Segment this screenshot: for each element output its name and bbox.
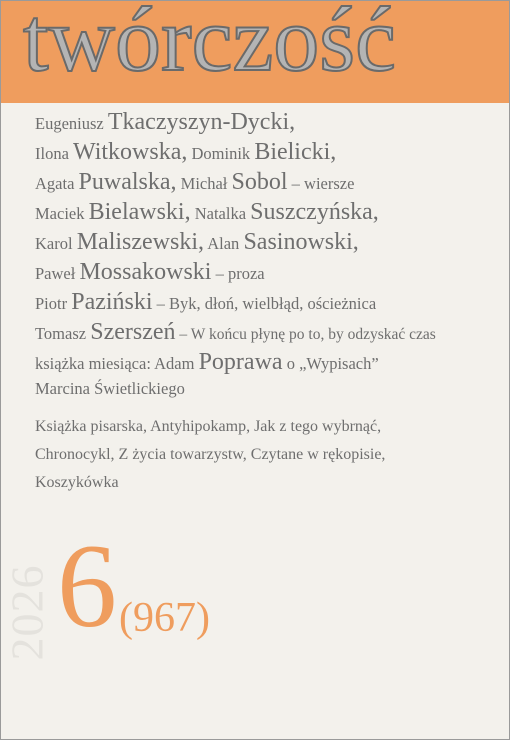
author-first-name: Michał	[176, 174, 232, 193]
issue-total-number: (967)	[119, 595, 210, 641]
toc-line	[35, 289, 500, 319]
toc-line	[35, 139, 500, 169]
issue-year-container	[0, 546, 59, 676]
author-last-name: Szerszeń	[90, 319, 176, 345]
author-last-name: Witkowska,	[73, 139, 188, 165]
toc-line	[35, 259, 500, 289]
author-first-name: Paweł	[35, 264, 80, 283]
toc-line	[35, 109, 500, 139]
author-first-name: Agata	[35, 174, 79, 193]
author-last-name: Bielawski,	[88, 199, 191, 225]
author-last-name: Mossakowski	[79, 259, 212, 285]
toc-line	[35, 169, 500, 199]
toc-line	[35, 229, 500, 259]
columns-list-line: Koszykówka	[35, 474, 119, 491]
issue-number: 6	[57, 519, 117, 652]
author-last-name: Paziński	[71, 289, 153, 315]
author-last-name: Poprawa	[198, 349, 283, 375]
author-first-name: Karol	[35, 234, 77, 253]
magazine-title: twórczość	[23, 0, 396, 90]
author-first-name: Alan	[204, 234, 244, 253]
toc-line	[35, 199, 500, 229]
author-first-name: Piotr	[35, 294, 72, 313]
work-title: o „Wypisach”	[282, 354, 379, 373]
section-label: książka miesiąca: Adam	[35, 354, 199, 373]
author-last-name: Sobol	[231, 169, 288, 195]
toc-line	[35, 319, 500, 349]
table-of-contents	[35, 109, 500, 497]
author-first-name: Natalka	[190, 204, 251, 223]
columns-list-line: Chronocykl, Z życia towarzystw, Czytane w rękopisie,	[35, 446, 386, 463]
author-last-name: Maliszewski,	[76, 229, 205, 255]
author-first-name: Maciek	[35, 204, 89, 223]
author-first-name: Ilona	[35, 144, 74, 163]
work-title: Marcina Świetlickiego	[35, 379, 185, 398]
author-last-name: Bielicki,	[254, 139, 337, 165]
author-last-name: Tkaczyszyn-Dycki,	[107, 109, 296, 135]
work-title: – W końcu płynę po to, by odzyskać czas	[175, 326, 436, 343]
author-first-name: Eugeniusz	[35, 114, 108, 133]
author-first-name: Dominik	[187, 144, 255, 163]
toc-line	[35, 349, 500, 379]
author-last-name: Sasinowski,	[243, 229, 359, 255]
issue-year: 2026	[1, 564, 53, 661]
author-last-name: Puwalska,	[78, 169, 177, 195]
author-last-name: Suszczyńska,	[250, 199, 379, 225]
author-first-name: Tomasz	[35, 324, 91, 343]
toc-line	[35, 379, 500, 413]
work-title: – Byk, dłoń, wielbłąd, ościeżnica	[152, 294, 377, 313]
section-label: – wiersze	[287, 174, 355, 193]
columns-list-line: Książka pisarska, Antyhipokamp, Jak z tego wybrnąć,	[35, 418, 382, 435]
section-label: – proza	[211, 264, 265, 283]
